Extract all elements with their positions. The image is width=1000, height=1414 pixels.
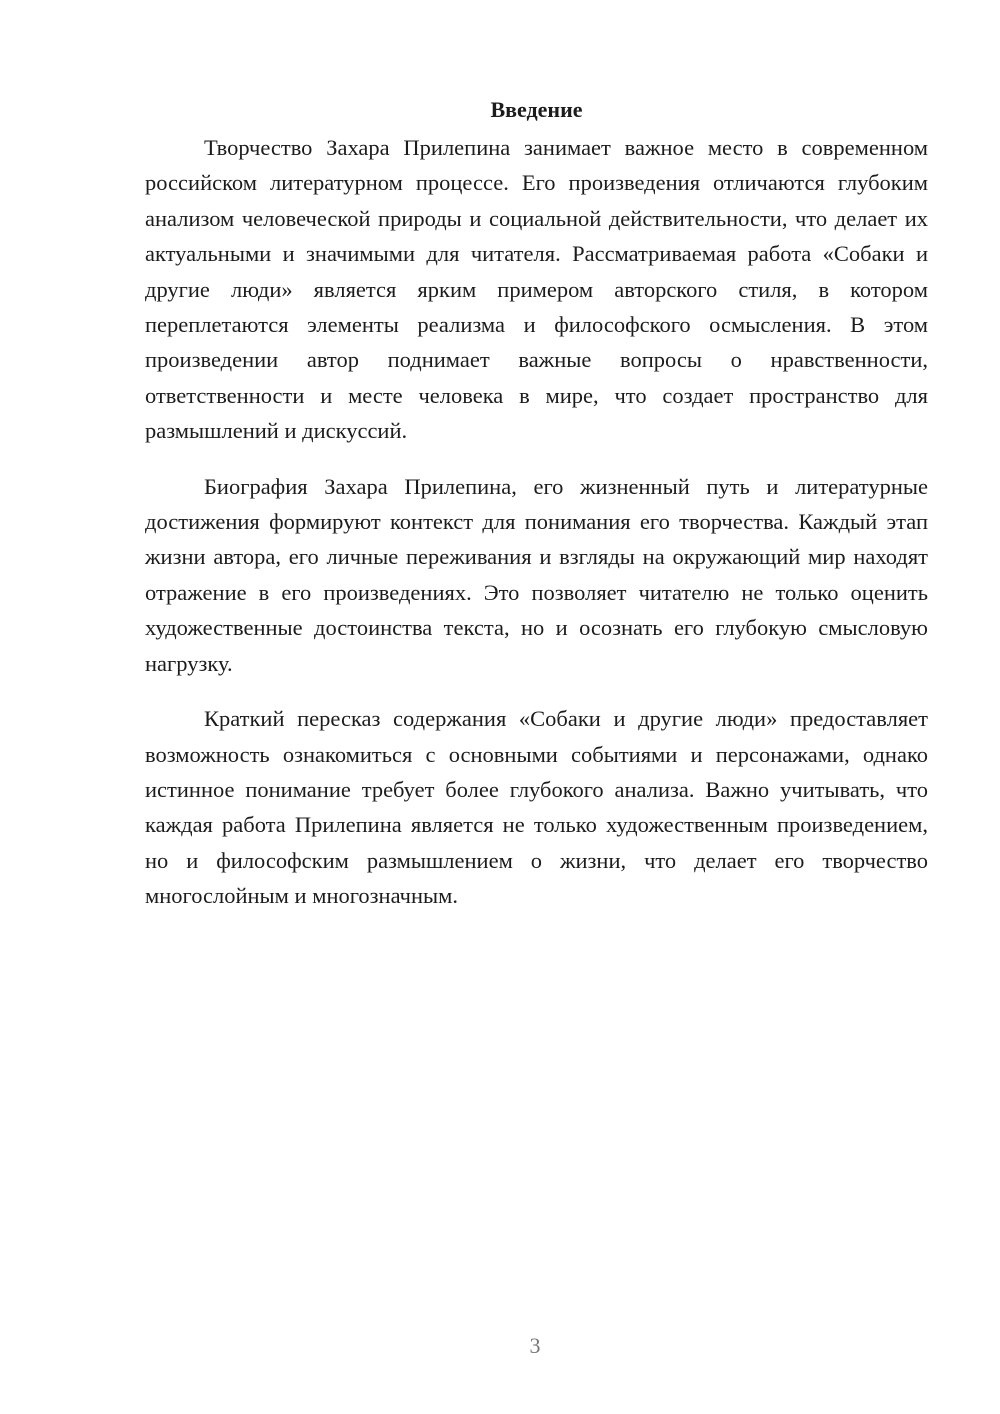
paragraph-biography: Биография Захара Прилепина, его жизненный путь и литературные достижения формируют контекст для понимания его творчества. Каждый этап жизни автора, его личные переживания и взгляды на окружающий мир находят отражение в его произведениях. Это позволяет читателю не только оценить художественные достоинства текста, но и осознать его глубокую смысловую нагрузку.: [145, 473, 928, 676]
paragraph-intro: Творчество Захара Прилепина занимает важное место в современном российском литературном процессе. Его произведения отличаются глубоким анализом человеческой природы и социальной действительности, что делает их актуальными и значимыми для читателя. Рассматриваемая работа «Собаки и другие люди» является ярким примером авторского стиля, в котором переплетаются элементы реализма и философского осмысления. В этом произведении автор поднимает важные вопросы о нравственности, ответственности и месте человека в мире, что создает пространство для размышлений и дискуссий.: [145, 135, 928, 444]
page-number: 3: [529, 1333, 541, 1358]
section-heading: Введение: [490, 97, 583, 122]
page-content: [145, 92, 928, 934]
paragraph-summary: Краткий пересказ содержания «Собаки и другие люди» предоставляет возможность ознакомиться с основными событиями и персонажами, однако истинное понимание требует более глубокого анализа. Важно учитывать, что каждая работа Прилепина является не только художественным произведением, но и философским размышлением о жизни, что делает его творчество многослойным и многозначным.: [145, 706, 928, 909]
